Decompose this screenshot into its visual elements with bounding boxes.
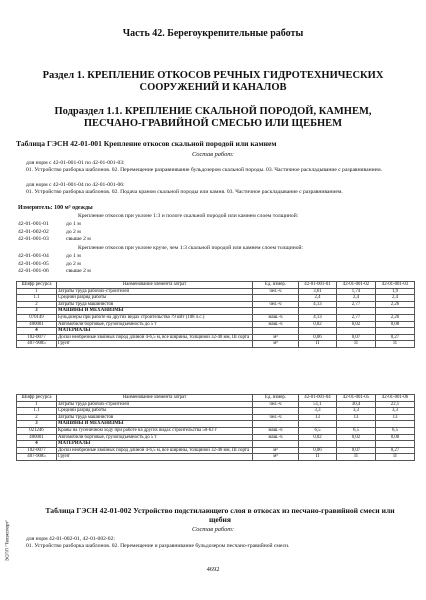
table-cell: МАШИНЫ И МЕХАНИЗМЫ [57,421,253,428]
table-cell: Доски необрезные хвойных пород длиной 4-6,5 м, все ширины, толщиной 32-40 мм, III сорта [57,447,253,454]
table-cell: 4 [17,441,57,448]
table-cell: 070149 [17,314,57,321]
table-cell: 13 [337,414,376,421]
table-cell: 1 [17,401,57,408]
table-cell [253,441,299,448]
table-cell: Средний разряд работы [57,295,253,302]
table-cell: П [376,341,415,348]
table-cell: МАТЕРИАЛЫ [57,328,253,335]
sidebar-text: ЭСПП "Техэксперт" [4,519,10,562]
sidebar-watermark [1,512,10,576]
table-row [17,414,415,421]
header-cell: 42-01-001-05 [337,395,376,402]
header-cell: 42-01-001-04 [299,395,337,402]
table-cell: м³ [253,341,299,348]
table1-group1-codes [18,221,91,244]
table-cell: 2,4 [337,295,376,302]
table-row [17,408,415,415]
table-cell: 0,02 [299,434,337,441]
table-cell [299,308,337,315]
table-cell: м³ [253,454,299,461]
table-cell: 0,07 [337,447,376,454]
table-cell: Грунт [57,341,253,348]
table-header-row [17,395,415,402]
section-title: Раздел 1. КРЕПЛЕНИЕ ОТКОСОВ РЕЧНЫХ ГИДРОТЕХНИЧЕСКИХ СООРУЖЕНИЙ И КАНАЛОВ [42,70,384,93]
table-cell: Бульдозеры при работе на других видах строительства 79 кВт (108 л.с.) [57,314,253,321]
resource-table-a [16,281,415,348]
table-cell [376,421,415,428]
table-cell [299,421,337,428]
table-row [17,341,415,348]
table-cell: 0,02 [337,321,376,328]
table-row [17,447,415,454]
table-cell: 0,27 [376,447,415,454]
table-cell: 1,9 [376,288,415,295]
table-row [17,308,415,315]
table-cell: 1,74 [337,288,376,295]
table-cell: Затраты труда машинистов [57,414,253,421]
table-cell: 1.1 [17,295,57,302]
table-cell: 22,1 [376,401,415,408]
table-cell: Автомобили бортовые, грузоподъемность до 5 т [57,321,253,328]
table-cell [253,408,299,415]
table-row [17,295,415,302]
table-cell: чел.-ч [253,301,299,308]
table-cell: 1.1 [17,408,57,415]
table-cell: МАТЕРИАЛЫ [57,441,253,448]
table1-works-a: 01. Устройство разборка шаблонов. 02. Перемещение разравнивание бульдозером скальной породы. 03. Частичное раскладывание с разравниванием. [26,167,383,173]
table-cell: чел.-ч [253,401,299,408]
table2-works: 01. Устройство разборка шаблонов. 02. Перемещение и разравнивание бульдозером песчано-гравийной смеси. [26,543,290,549]
table-cell [299,328,337,335]
header-cell: Ед. измер. [253,282,299,289]
table-cell: маш.-ч [253,434,299,441]
table-cell: 0,08 [376,321,415,328]
table-cell: 0,27 [376,334,415,341]
part-title: Часть 42. Берегоукрепительные работы [122,28,304,39]
table-cell: Доски необрезные хвойных пород длиной 4-6,5 м, все ширины, толщиной 32-40 мм, III сорта [57,334,253,341]
table-cell: 0,08 [376,434,415,441]
header-cell: Шифр ресурса [17,282,57,289]
table-cell: чел.-ч [253,288,299,295]
table-cell: Грунт [57,454,253,461]
header-cell: Шифр ресурса [17,395,57,402]
table-row [17,427,415,434]
table-cell: 0,02 [299,321,337,328]
table-cell: П [299,341,337,348]
table-cell: 13 [299,414,337,421]
table-cell: Затраты труда рабочих-строителей [57,288,253,295]
table-cell: Краны на гусеничном ходу при работе на других видах строительства 50-63 т [57,427,253,434]
table-cell: 2 [17,301,57,308]
table-cell: П [337,454,376,461]
table-cell: 3 [17,308,57,315]
table-cell [253,328,299,335]
table-cell: 4,13 [299,301,337,308]
table-cell [253,308,299,315]
table-row [17,301,415,308]
table-row [17,328,415,335]
table-cell: 102-0077 [17,447,57,454]
table-cell: м³ [253,447,299,454]
table-cell: 51,1 [299,401,337,408]
table-row [17,454,415,461]
table-cell: 2,4 [299,295,337,302]
table-cell: П [376,454,415,461]
table-row [17,401,415,408]
header-cell: 42-01-001-02 [337,282,376,289]
header-cell: 42-01-001-03 [376,282,415,289]
page-number: 4692 [206,566,220,573]
table-cell: маш.-ч [253,314,299,321]
code-row: 42-01-001-04 до 1 м [18,253,81,259]
table-row [17,334,415,341]
table-cell: 2,4 [376,295,415,302]
table-cell: 0,02 [337,434,376,441]
table-cell: 2,77 [337,314,376,321]
table-cell: 6,5 [299,427,337,434]
table-header-row [17,282,415,289]
table-cell: маш.-ч [253,321,299,328]
table-cell: 3 [17,421,57,428]
table-cell: 2,26 [376,301,415,308]
code-row: 42-01-001-01 до 1 м [18,221,81,227]
table1-works-b: 01. Устройство разборка шаблонов. 02. Подача краном скальной породы или камня. 03. Частичное раскладывание с разравниванием. [26,189,343,195]
table-cell: 3,3 [376,408,415,415]
table-cell: 407-9085 [17,454,57,461]
header-cell: Ед. измер. [253,395,299,402]
table1-group2-desc: Крепление откосов при уклоне круче, чем 1:3 скальной породой или камнем слоем толщиной: [78,245,304,251]
header-cell: Наименование элемента затрат [57,395,253,402]
table-cell: 3,61 [299,288,337,295]
table-cell: 0,07 [337,334,376,341]
table-cell [253,295,299,302]
table-cell: 6,5 [376,427,415,434]
table-cell [337,328,376,335]
table-cell [337,441,376,448]
table-cell: 13 [376,414,415,421]
table-cell [337,308,376,315]
table1-group1-desc: Крепление откосов при уклоне 1:3 и пологе скальной породой или камнем слоем толщиной: [78,213,299,219]
table-cell [253,421,299,428]
table1-composition-label: Состав работ: [191,151,235,158]
table-cell: 407-9085 [17,341,57,348]
table1-group2-codes [18,253,91,276]
table-cell: Затраты труда машинистов [57,301,253,308]
table-cell: 2,26 [376,314,415,321]
table-cell: 3,3 [299,408,337,415]
header-cell: Наименование элемента затрат [57,282,253,289]
code-row: 42-01-001-06 свыше 2 м [18,268,91,275]
header-cell: 42-01-001-01 [299,282,337,289]
table-cell: 6,5 [337,427,376,434]
table-row [17,421,415,428]
table-cell: 0,06 [299,334,337,341]
table-cell [376,308,415,315]
table2-composition-label: Состав работ: [191,526,235,533]
code-row: 42-01-002-02 до 2 м [18,228,81,235]
table-row [17,314,415,321]
table-row [17,441,415,448]
table1-title: Таблица ГЭСН 42-01-001 Крепление откосов скальной породой или камнем [16,139,277,148]
table-cell: П [299,454,337,461]
header-cell: 42-01-001-06 [376,395,415,402]
code-row: 42-01-001-05 до 2 м [18,260,81,267]
table2-norms: для норм 42-01-002-01, 42-01-002-02: [26,536,115,542]
table-cell: 1 [17,288,57,295]
table-cell: Затраты труда рабочих-строителей [57,401,253,408]
table-cell: 30,4 [337,401,376,408]
table-cell: 2 [17,414,57,421]
table-cell: 400001 [17,321,57,328]
table-cell: 2,77 [337,301,376,308]
subsection-title: Подраздел 1.1. КРЕПЛЕНИЕ СКАЛЬНОЙ ПОРОДОЙ, КАМНЕМ, ПЕСЧАНО-ГРАВИЙНОЙ СМЕСЬЮ ИЛИ ЩЕБНЕМ [54,106,372,129]
code-row: 42-01-001-03 свыше 2 м [18,236,91,243]
table-cell [299,441,337,448]
table1-norms-a: для норм с 42-01-001-01 по 42-01-001-03: [26,160,125,166]
table-cell: МАШИНЫ И МЕХАНИЗМЫ [57,308,253,315]
table1-norms-b: для норм с 42-01-001-04 по 42-01-001-06: [26,182,125,188]
resource-table-b [16,394,415,461]
table-cell [376,441,415,448]
table2-title: Таблица ГЭСН 42-01-002 Устройство подстилающего слоя в откосах из песчано-гравийной смеси или щебня [45,506,395,524]
table1-measure: Измеритель: 100 м³ одежды [18,205,93,211]
table-cell: 021246 [17,427,57,434]
table-row [17,321,415,328]
table-cell: Автомобили бортовые, грузоподъемность до 5 т [57,434,253,441]
table-cell: 3,3 [337,408,376,415]
table-row [17,288,415,295]
table-cell: П [337,341,376,348]
table-cell [376,328,415,335]
table-cell: м³ [253,334,299,341]
table-cell: маш.-ч [253,427,299,434]
table-cell: чел.-ч [253,414,299,421]
table-cell: 400001 [17,434,57,441]
table-cell: 0,06 [299,447,337,454]
table-cell [337,421,376,428]
table-cell: 4,13 [299,314,337,321]
table-cell: Средний разряд работы [57,408,253,415]
table-cell: 4 [17,328,57,335]
table-row [17,434,415,441]
table-cell: 102-0077 [17,334,57,341]
